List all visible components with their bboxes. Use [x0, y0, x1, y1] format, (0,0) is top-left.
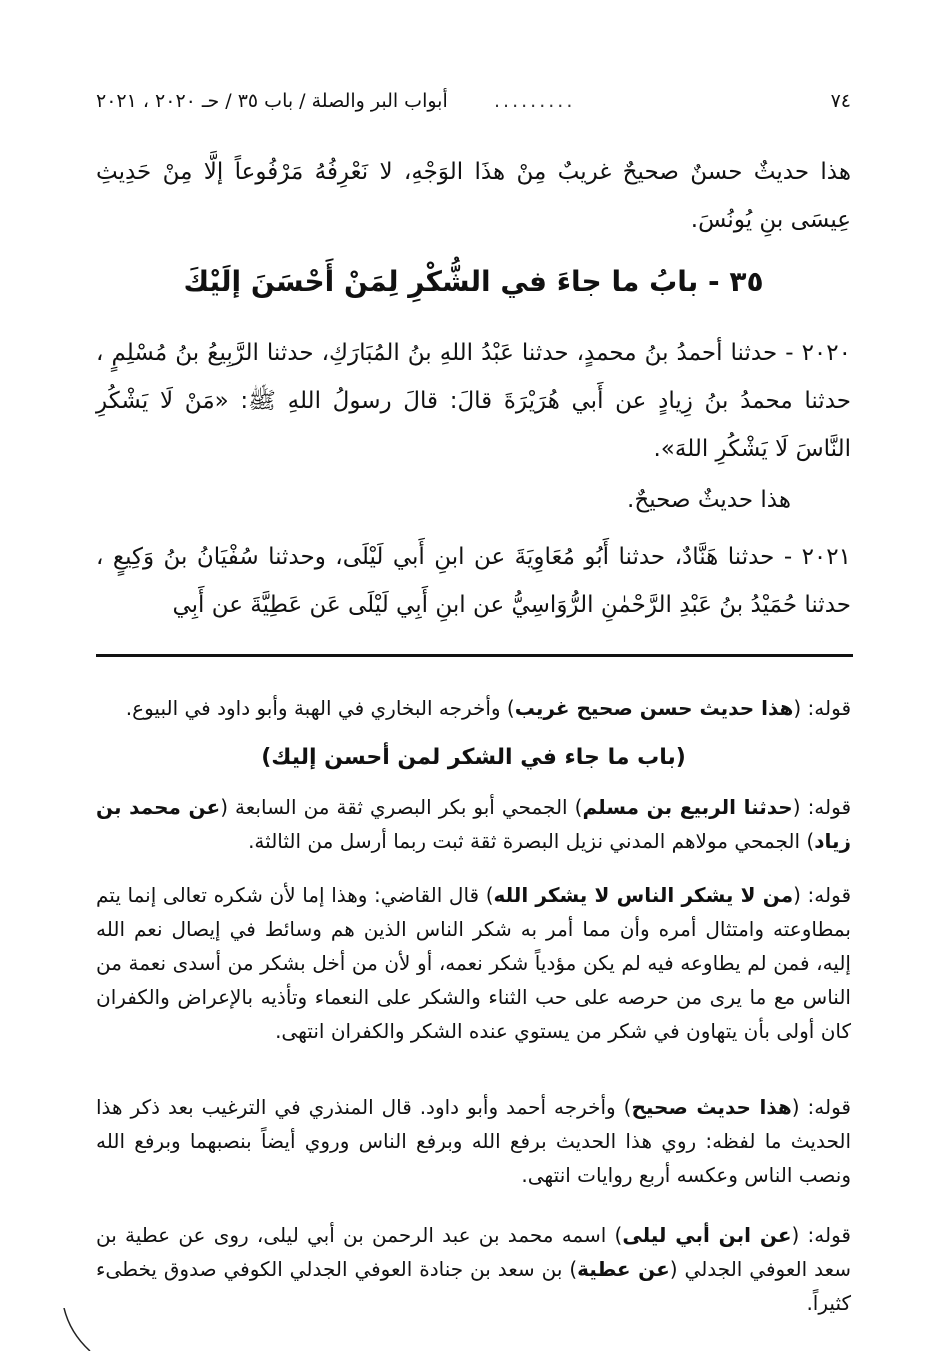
chapter-heading: ٣٥ - بابُ ما جاءَ في الشُّكْرِ لِمَنْ أَحْسَنَ إلَيْكَ: [183, 265, 764, 298]
note-text: ) بن سعد بن جنادة العوفي الجدلي الكوفي صدوق يخطىء كثيراً.: [96, 1257, 851, 1315]
note-text: ) الجمحي مولاهم المدني نزيل البصرة ثقة ثبت ربما أرسل من الثالثة.: [248, 829, 815, 853]
note-lead: قوله: (: [793, 883, 851, 907]
commentary-note-4: [96, 1090, 851, 1192]
page-edge-curve: [62, 1308, 102, 1351]
commentary-note-1: [96, 691, 851, 725]
note-text: ) اسمه محمد بن عبد الرحمن بن أبي ليلى، روى عن عطية بن سعد العوفي الجدلي (: [96, 1223, 851, 1281]
page-number: ٧٤: [830, 90, 851, 112]
commentary-note-2: [96, 790, 851, 858]
header-leader-dots: .........: [494, 90, 576, 112]
note-quote: هذا حديث صحيح: [631, 1095, 792, 1119]
note-text: ) وأخرجه أحمد وأبو داود. قال المنذري في الترغيب بعد ذكر هذا الحديث ما لفظه: روي هذا الحديث برفع الله وبرفع الناس وروي أيضاً بنصبهما وبرفع الله ونصب الناس وعكسه أربع روايات انتهى.: [96, 1095, 851, 1187]
running-title: أبواب البر والصلة / باب ٣٥ / حـ ٢٠٢٠ ، ٢٠٢١: [96, 90, 448, 112]
commentary-note-3: [96, 878, 851, 1048]
footnote-separator: [96, 654, 853, 657]
commentary-section-heading: (باب ما جاء في الشكر لمن أحسن إليك): [261, 745, 686, 770]
note-quote: عن عطية: [577, 1257, 670, 1281]
note-quote: من لا يشكر الناس لا يشكر الله: [493, 883, 794, 907]
note-lead: قوله: (: [791, 1095, 851, 1119]
hadith-2020: ٢٠٢٠ - حدثنا أحمدُ بنُ محمدٍ، حدثنا عَبْدُ اللهِ بنُ المُبَارَكِ، حدثنا الرَّبِيعُ بنُ مُسْلِمٍ ، حدثنا محمدُ بنُ زِيادٍ عن أَبي هُرَيْرَةَ قالَ: قالَ رسولُ اللهِ ﷺ: «مَنْ لَا يَشْكُرِ النَّاسَ لَا يَشْكُرِ اللهَ».: [96, 340, 851, 462]
hadith-2021: ٢٠٢١ - حدثنا هَنَّادٌ، حدثنا أَبُو مُعَاوِيَةَ عن ابنِ أَبي لَيْلَى، وحدثنا سُفْيَانُ بنُ وَكِيعٍ ، حدثنا حُمَيْدُ بنُ عَبْدِ الرَّحْمٰنِ الرُّوَاسِيُّ عن ابنِ أَبِي لَيْلَى عَن عَطِيَّةَ عن أَبِي: [96, 544, 851, 618]
hadith-2020-grading: هذا حديثٌ صحيحٌ.: [627, 487, 791, 513]
note-quote: عن ابن أبي ليلى: [622, 1223, 792, 1247]
note-text: ) قال القاضي: وهذا إما لأن شكره تعالى إنما يتم بمطاوعته وامتثال أمره وأن مما أمر به شكر الناس الذين هم وسائط في إيصال نعم الله إليه، فمن لم يطاوعه فيه لم يكن مؤدياً شكر نعمه، أو لأن من أخل بشكر من أسدى نعمة من الناس مع ما يرى من حرصه على حب الثناء والشكر على النعماء وتأذيه بالإعراض والكفران كان أولى بأن يتهاون في شكر من يستوي عنده الشكر والكفران انتهى.: [96, 883, 851, 1043]
note-text: ) الجمحي أبو بكر البصري ثقة من السابعة (: [220, 795, 583, 819]
note-text: ) وأخرجه البخاري في الهبة وأبو داود في البيوع.: [125, 696, 515, 720]
note-quote: عن محمد بن زياد: [96, 795, 851, 853]
note-quote: حدثنا الربيع بن مسلم: [582, 795, 793, 819]
commentary-note-5: [96, 1218, 851, 1320]
note-lead: قوله: (: [793, 696, 851, 720]
note-lead: قوله: (: [791, 1223, 851, 1247]
note-quote: هذا حديث حسن صحيح غريب: [514, 696, 794, 720]
note-lead: قوله: (: [792, 795, 852, 819]
paragraph-intro: هذا حديثٌ حسنٌ صحيحٌ غريبٌ مِنْ هذَا الوَجْهِ، لا نَعْرِفُهُ مَرْفُوعاً إلَّا مِنْ حَدِيثِ عِيسَى بنِ يُونُسَ.: [96, 159, 851, 233]
